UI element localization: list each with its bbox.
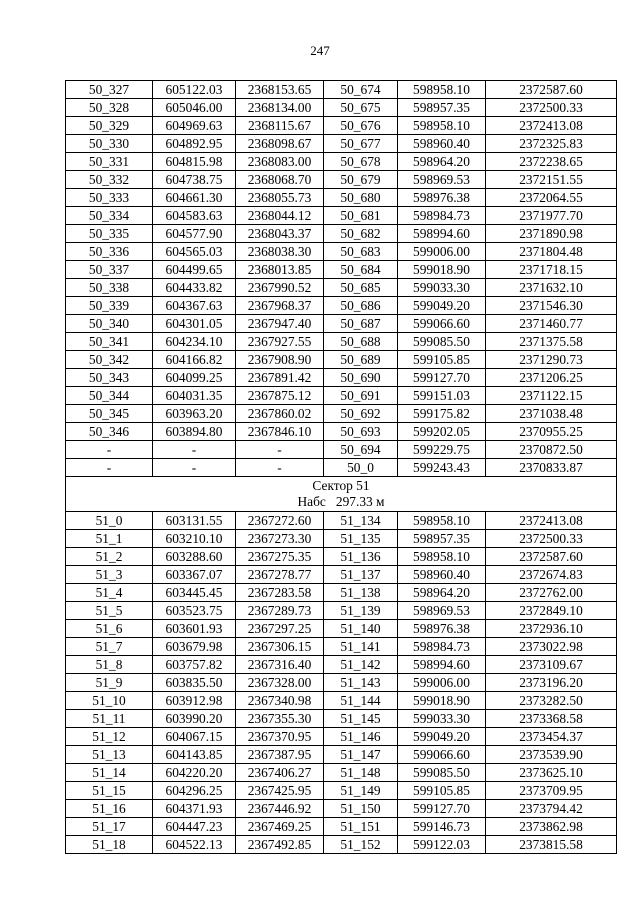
table-cell-x-right: 599122.03: [398, 836, 486, 854]
table-row: [66, 369, 617, 387]
sector-header: [66, 477, 617, 512]
table-cell-y-left: 2367875.12: [236, 387, 324, 405]
table-cell-y-right: 2373815.58: [486, 836, 617, 854]
table-cell-point-id-left: 51_16: [66, 800, 153, 818]
table-cell-point-id-left: 50_343: [66, 369, 153, 387]
table-row: [66, 530, 617, 548]
table-cell-y-left: 2367355.30: [236, 710, 324, 728]
table-cell-y-right: 2372849.10: [486, 602, 617, 620]
table-cell-point-id-left: 50_334: [66, 207, 153, 225]
table-cell-y-left: 2367273.30: [236, 530, 324, 548]
table-cell-y-left: 2367306.15: [236, 638, 324, 656]
table-cell-point-id-left: 50_342: [66, 351, 153, 369]
table-cell-x-left: 604892.95: [153, 135, 236, 153]
table-cell-point-id-right: 51_138: [324, 584, 398, 602]
table-cell-x-right: 599018.90: [398, 261, 486, 279]
table-cell-x-left: -: [153, 459, 236, 477]
table-cell-x-left: 603963.20: [153, 405, 236, 423]
table-cell-point-id-left: 50_331: [66, 153, 153, 171]
table-cell-y-right: 2373709.95: [486, 782, 617, 800]
table-cell-x-right: 599105.85: [398, 351, 486, 369]
table-cell-y-left: 2368055.73: [236, 189, 324, 207]
table-cell-point-id-right: 51_140: [324, 620, 398, 638]
table-cell-y-left: 2367297.25: [236, 620, 324, 638]
table-cell-point-id-right: 50_685: [324, 279, 398, 297]
table-cell-y-right: 2371460.77: [486, 315, 617, 333]
table-cell-x-left: 604220.20: [153, 764, 236, 782]
table-cell-x-right: 598958.10: [398, 117, 486, 135]
table-row: [66, 189, 617, 207]
table-cell-x-left: 604583.63: [153, 207, 236, 225]
table-cell-x-right: 598994.60: [398, 656, 486, 674]
table-cell-point-id-left: 50_337: [66, 261, 153, 279]
table-cell-y-left: 2367927.55: [236, 333, 324, 351]
table-cell-y-left: 2368044.12: [236, 207, 324, 225]
table-cell-point-id-left: 51_4: [66, 584, 153, 602]
table-cell-y-right: 2373282.50: [486, 692, 617, 710]
table-cell-y-left: 2367387.95: [236, 746, 324, 764]
table-cell-x-right: 599085.50: [398, 333, 486, 351]
table-cell-y-right: 2371375.58: [486, 333, 617, 351]
table-cell-point-id-right: 51_149: [324, 782, 398, 800]
table-cell-y-right: 2373368.58: [486, 710, 617, 728]
table-cell-point-id-right: 50_683: [324, 243, 398, 261]
table-cell-point-id-left: 51_15: [66, 782, 153, 800]
table-cell-point-id-right: 51_136: [324, 548, 398, 566]
table-row: [66, 423, 617, 441]
table-cell-y-right: 2371718.15: [486, 261, 617, 279]
table-cell-y-left: 2367469.25: [236, 818, 324, 836]
table-cell-y-left: 2368013.85: [236, 261, 324, 279]
table-row: [66, 279, 617, 297]
table-row: [66, 674, 617, 692]
table-cell-x-right: 598958.10: [398, 512, 486, 530]
table-row: [66, 405, 617, 423]
table-cell-x-left: 604371.93: [153, 800, 236, 818]
table-cell-y-left: 2368115.67: [236, 117, 324, 135]
table-row: [66, 243, 617, 261]
table-section-top: [66, 81, 617, 477]
table-cell-x-left: 603894.80: [153, 423, 236, 441]
table-cell-point-id-right: 51_148: [324, 764, 398, 782]
table-cell-y-left: -: [236, 459, 324, 477]
table-cell-x-left: 603445.45: [153, 584, 236, 602]
table-cell-point-id-left: 50_327: [66, 81, 153, 99]
table-cell-point-id-right: 51_150: [324, 800, 398, 818]
table-cell-y-right: 2371632.10: [486, 279, 617, 297]
table-row: [66, 692, 617, 710]
table-cell-x-left: 604522.13: [153, 836, 236, 854]
table-cell-x-left: 603210.10: [153, 530, 236, 548]
table-cell-point-id-right: 50_675: [324, 99, 398, 117]
table-cell-point-id-left: 50_346: [66, 423, 153, 441]
coordinates-table: [65, 80, 617, 854]
table-row: [66, 135, 617, 153]
table-cell-point-id-right: 51_145: [324, 710, 398, 728]
table-row: [66, 117, 617, 135]
table-cell-y-right: 2372674.83: [486, 566, 617, 584]
table-cell-point-id-left: 51_8: [66, 656, 153, 674]
table-cell-y-left: 2367446.92: [236, 800, 324, 818]
table-cell-point-id-left: 50_338: [66, 279, 153, 297]
table-cell-y-left: 2367283.58: [236, 584, 324, 602]
table-cell-point-id-right: 50_690: [324, 369, 398, 387]
table-cell-y-right: 2372238.65: [486, 153, 617, 171]
table-cell-point-id-right: 50_686: [324, 297, 398, 315]
table-cell-x-right: 599049.20: [398, 297, 486, 315]
table-cell-x-right: 599085.50: [398, 764, 486, 782]
table-cell-point-id-right: 50_680: [324, 189, 398, 207]
table-cell-x-left: 604969.63: [153, 117, 236, 135]
table-cell-point-id-left: -: [66, 441, 153, 459]
table-cell-y-right: 2372587.60: [486, 81, 617, 99]
table-cell-point-id-left: 51_0: [66, 512, 153, 530]
table-cell-y-right: 2373454.37: [486, 728, 617, 746]
table-cell-point-id-left: 51_9: [66, 674, 153, 692]
table-cell-y-left: 2368134.00: [236, 99, 324, 117]
table-cell-point-id-right: 51_137: [324, 566, 398, 584]
table-cell-x-left: 604166.82: [153, 351, 236, 369]
table-cell-y-left: 2367340.98: [236, 692, 324, 710]
table-row: [66, 656, 617, 674]
table-cell-point-id-left: 51_1: [66, 530, 153, 548]
table-cell-x-left: 605122.03: [153, 81, 236, 99]
table-cell-x-right: 598964.20: [398, 153, 486, 171]
table-cell-x-left: 604577.90: [153, 225, 236, 243]
table-cell-y-left: 2367908.90: [236, 351, 324, 369]
table-cell-point-id-right: 50_689: [324, 351, 398, 369]
table-cell-x-left: 604099.25: [153, 369, 236, 387]
table-cell-x-left: 603835.50: [153, 674, 236, 692]
table-cell-point-id-left: 50_332: [66, 171, 153, 189]
table-row: [66, 297, 617, 315]
table-row: [66, 818, 617, 836]
table-cell-y-right: 2371804.48: [486, 243, 617, 261]
table-cell-x-right: 598976.38: [398, 620, 486, 638]
table-cell-point-id-left: 50_336: [66, 243, 153, 261]
table-cell-point-id-left: 50_339: [66, 297, 153, 315]
table-cell-y-right: 2372500.33: [486, 99, 617, 117]
table-cell-point-id-right: 50_694: [324, 441, 398, 459]
table-cell-x-right: 598957.35: [398, 99, 486, 117]
table-cell-x-right: 599202.05: [398, 423, 486, 441]
table-cell-point-id-left: -: [66, 459, 153, 477]
table-cell-x-right: 598994.60: [398, 225, 486, 243]
table-cell-y-right: 2373022.98: [486, 638, 617, 656]
table-row: [66, 620, 617, 638]
table-cell-y-left: 2368153.65: [236, 81, 324, 99]
table-cell-x-right: 598960.40: [398, 566, 486, 584]
table-cell-point-id-left: 51_14: [66, 764, 153, 782]
table-row: [66, 836, 617, 854]
table-cell-x-left: 604296.25: [153, 782, 236, 800]
table-cell-y-left: 2367328.00: [236, 674, 324, 692]
table-cell-x-right: 598969.53: [398, 171, 486, 189]
table-cell-point-id-right: 50_0: [324, 459, 398, 477]
table-row: [66, 261, 617, 279]
table-cell-x-right: 598984.73: [398, 638, 486, 656]
table-cell-x-left: 604367.63: [153, 297, 236, 315]
table-cell-x-left: 604031.35: [153, 387, 236, 405]
table-cell-point-id-right: 50_693: [324, 423, 398, 441]
table-row: [66, 99, 617, 117]
table-cell-y-right: 2371038.48: [486, 405, 617, 423]
table-cell-y-right: 2371977.70: [486, 207, 617, 225]
table-cell-point-id-left: 51_2: [66, 548, 153, 566]
table-cell-y-left: 2367272.60: [236, 512, 324, 530]
table-cell-x-left: 604234.10: [153, 333, 236, 351]
table-cell-point-id-right: 50_684: [324, 261, 398, 279]
sector-header-section: [66, 477, 617, 512]
table-cell-point-id-right: 51_142: [324, 656, 398, 674]
table-cell-y-right: 2372936.10: [486, 620, 617, 638]
table-cell-y-left: 2367370.95: [236, 728, 324, 746]
table-row: [66, 459, 617, 477]
table-cell-point-id-left: 50_330: [66, 135, 153, 153]
table-cell-y-right: 2372500.33: [486, 530, 617, 548]
table-cell-y-left: 2367968.37: [236, 297, 324, 315]
table-cell-x-left: 603757.82: [153, 656, 236, 674]
table-cell-x-right: 598976.38: [398, 189, 486, 207]
table-cell-point-id-right: 51_152: [324, 836, 398, 854]
table-cell-point-id-right: 50_687: [324, 315, 398, 333]
table-cell-point-id-left: 50_333: [66, 189, 153, 207]
table-row: [66, 387, 617, 405]
table-cell-y-left: 2367492.85: [236, 836, 324, 854]
table-cell-x-left: 603679.98: [153, 638, 236, 656]
table-cell-y-right: 2372325.83: [486, 135, 617, 153]
table-cell-x-right: 599151.03: [398, 387, 486, 405]
table-cell-point-id-left: 50_335: [66, 225, 153, 243]
table-cell-point-id-left: 51_3: [66, 566, 153, 584]
table-cell-x-right: 599049.20: [398, 728, 486, 746]
table-cell-x-right: 598958.10: [398, 548, 486, 566]
table-cell-point-id-right: 51_143: [324, 674, 398, 692]
table-cell-y-right: 2372151.55: [486, 171, 617, 189]
table-cell-x-left: 603367.07: [153, 566, 236, 584]
table-cell-x-right: 599033.30: [398, 279, 486, 297]
table-cell-x-left: 604738.75: [153, 171, 236, 189]
table-cell-point-id-right: 51_141: [324, 638, 398, 656]
table-cell-point-id-right: 51_134: [324, 512, 398, 530]
table-cell-point-id-right: 51_135: [324, 530, 398, 548]
table-cell-y-right: 2371122.15: [486, 387, 617, 405]
table-cell-y-left: 2367425.95: [236, 782, 324, 800]
table-cell-x-right: 598964.20: [398, 584, 486, 602]
table-cell-y-right: 2372587.60: [486, 548, 617, 566]
table-cell-x-right: 599033.30: [398, 710, 486, 728]
sector-height: Набс 297.33 м: [297, 494, 385, 509]
table-cell-point-id-right: 50_677: [324, 135, 398, 153]
table-cell-x-left: 604067.15: [153, 728, 236, 746]
table-cell-y-right: 2371206.25: [486, 369, 617, 387]
table-section-bottom: [66, 512, 617, 854]
table-cell-x-left: 603288.60: [153, 548, 236, 566]
table-cell-point-id-right: 51_146: [324, 728, 398, 746]
table-cell-y-left: 2367316.40: [236, 656, 324, 674]
table-cell-x-left: 605046.00: [153, 99, 236, 117]
table-cell-point-id-left: 50_345: [66, 405, 153, 423]
table-cell-point-id-left: 51_5: [66, 602, 153, 620]
table-cell-point-id-right: 50_676: [324, 117, 398, 135]
table-cell-x-left: -: [153, 441, 236, 459]
table-cell-y-right: 2373794.42: [486, 800, 617, 818]
table-cell-point-id-left: 51_13: [66, 746, 153, 764]
table-cell-y-left: 2367278.77: [236, 566, 324, 584]
table-row: [66, 566, 617, 584]
table-cell-y-left: 2368043.37: [236, 225, 324, 243]
table-cell-y-right: 2370833.87: [486, 459, 617, 477]
table-cell-y-left: 2368038.30: [236, 243, 324, 261]
table-cell-y-left: 2367947.40: [236, 315, 324, 333]
table-cell-point-id-left: 50_344: [66, 387, 153, 405]
table-cell-point-id-right: 50_679: [324, 171, 398, 189]
table-row: [66, 512, 617, 530]
table-row: [66, 548, 617, 566]
table-row: [66, 351, 617, 369]
table-cell-y-right: 2373539.90: [486, 746, 617, 764]
table-row: [66, 800, 617, 818]
table-cell-point-id-left: 51_18: [66, 836, 153, 854]
table-cell-x-right: 598958.10: [398, 81, 486, 99]
table-cell-point-id-right: 50_682: [324, 225, 398, 243]
table-cell-point-id-left: 51_12: [66, 728, 153, 746]
table-cell-x-left: 604447.23: [153, 818, 236, 836]
table-cell-x-right: 599175.82: [398, 405, 486, 423]
table-cell-y-right: 2372413.08: [486, 512, 617, 530]
table-cell-x-right: 598984.73: [398, 207, 486, 225]
table-cell-x-left: 603601.93: [153, 620, 236, 638]
table-row: [66, 782, 617, 800]
table-cell-x-right: 599243.43: [398, 459, 486, 477]
table-cell-y-left: 2368068.70: [236, 171, 324, 189]
table-cell-y-right: 2373196.20: [486, 674, 617, 692]
table-cell-y-right: 2371290.73: [486, 351, 617, 369]
table-cell-y-right: 2371546.30: [486, 297, 617, 315]
table-row: [66, 81, 617, 99]
table-cell-x-left: 604301.05: [153, 315, 236, 333]
table-row: [66, 441, 617, 459]
table-cell-y-right: 2371890.98: [486, 225, 617, 243]
table-cell-point-id-right: 50_691: [324, 387, 398, 405]
table-cell-point-id-right: 50_678: [324, 153, 398, 171]
table-cell-point-id-left: 51_7: [66, 638, 153, 656]
table-cell-point-id-left: 51_11: [66, 710, 153, 728]
table-cell-point-id-right: 51_151: [324, 818, 398, 836]
table-cell-x-right: 599229.75: [398, 441, 486, 459]
table-cell-y-right: 2370872.50: [486, 441, 617, 459]
table-cell-x-right: 599006.00: [398, 674, 486, 692]
table-cell-point-id-right: 51_147: [324, 746, 398, 764]
table-row: [66, 315, 617, 333]
table-cell-x-right: 598957.35: [398, 530, 486, 548]
table-cell-y-right: 2372064.55: [486, 189, 617, 207]
table-row: [66, 171, 617, 189]
table-cell-y-left: 2368083.00: [236, 153, 324, 171]
table-cell-point-id-left: 50_341: [66, 333, 153, 351]
table-cell-point-id-left: 51_10: [66, 692, 153, 710]
table-cell-y-right: 2372413.08: [486, 117, 617, 135]
table-cell-x-left: 604661.30: [153, 189, 236, 207]
table-cell-y-left: 2367860.02: [236, 405, 324, 423]
table-cell-y-right: 2373625.10: [486, 764, 617, 782]
table-cell-y-right: 2370955.25: [486, 423, 617, 441]
table-cell-y-left: 2367990.52: [236, 279, 324, 297]
table-cell-y-left: 2367406.27: [236, 764, 324, 782]
table-cell-y-left: 2368098.67: [236, 135, 324, 153]
page-number: 247: [310, 43, 330, 58]
table-cell-point-id-right: 50_692: [324, 405, 398, 423]
table-row: [66, 584, 617, 602]
table-row: [66, 764, 617, 782]
table-cell-point-id-left: 51_6: [66, 620, 153, 638]
table-cell-y-left: 2367289.73: [236, 602, 324, 620]
table-cell-x-right: 599018.90: [398, 692, 486, 710]
sector-title: Сектор 51: [312, 478, 370, 493]
table-row: [66, 638, 617, 656]
table-cell-point-id-right: 50_674: [324, 81, 398, 99]
table-cell-y-right: 2373109.67: [486, 656, 617, 674]
table-cell-y-left: 2367275.35: [236, 548, 324, 566]
table-cell-x-left: 603523.75: [153, 602, 236, 620]
table-cell-x-right: 599127.70: [398, 369, 486, 387]
table-cell-x-left: 604433.82: [153, 279, 236, 297]
table-cell-y-left: -: [236, 441, 324, 459]
table-cell-point-id-right: 50_688: [324, 333, 398, 351]
table-cell-x-right: 598969.53: [398, 602, 486, 620]
table-cell-point-id-right: 51_144: [324, 692, 398, 710]
table-row: [66, 333, 617, 351]
table-cell-x-left: 603990.20: [153, 710, 236, 728]
table-cell-x-right: 598960.40: [398, 135, 486, 153]
table-cell-x-right: 599127.70: [398, 800, 486, 818]
table-cell-y-left: 2367891.42: [236, 369, 324, 387]
table-cell-point-id-right: 51_139: [324, 602, 398, 620]
table-cell-x-left: 603131.55: [153, 512, 236, 530]
table-cell-y-right: 2373862.98: [486, 818, 617, 836]
table-cell-x-left: 603912.98: [153, 692, 236, 710]
table-cell-x-right: 599066.60: [398, 746, 486, 764]
table-row: [66, 710, 617, 728]
table-cell-x-left: 604499.65: [153, 261, 236, 279]
table-row: [66, 746, 617, 764]
table-cell-x-left: 604815.98: [153, 153, 236, 171]
table-row: [66, 207, 617, 225]
table-cell-point-id-left: 50_340: [66, 315, 153, 333]
table-row: [66, 728, 617, 746]
table-cell-point-id-left: 50_329: [66, 117, 153, 135]
table-cell-x-left: 604565.03: [153, 243, 236, 261]
table-cell-point-id-left: 51_17: [66, 818, 153, 836]
table-cell-x-right: 599066.60: [398, 315, 486, 333]
table-cell-point-id-left: 50_328: [66, 99, 153, 117]
table-cell-x-right: 599105.85: [398, 782, 486, 800]
table-row: [66, 153, 617, 171]
table-cell-y-left: 2367846.10: [236, 423, 324, 441]
table-row: [66, 602, 617, 620]
table-cell-x-left: 604143.85: [153, 746, 236, 764]
table-cell-x-right: 599006.00: [398, 243, 486, 261]
sector-header-row: [66, 477, 617, 512]
table-cell-y-right: 2372762.00: [486, 584, 617, 602]
table-cell-point-id-right: 50_681: [324, 207, 398, 225]
table-cell-x-right: 599146.73: [398, 818, 486, 836]
table-row: [66, 225, 617, 243]
